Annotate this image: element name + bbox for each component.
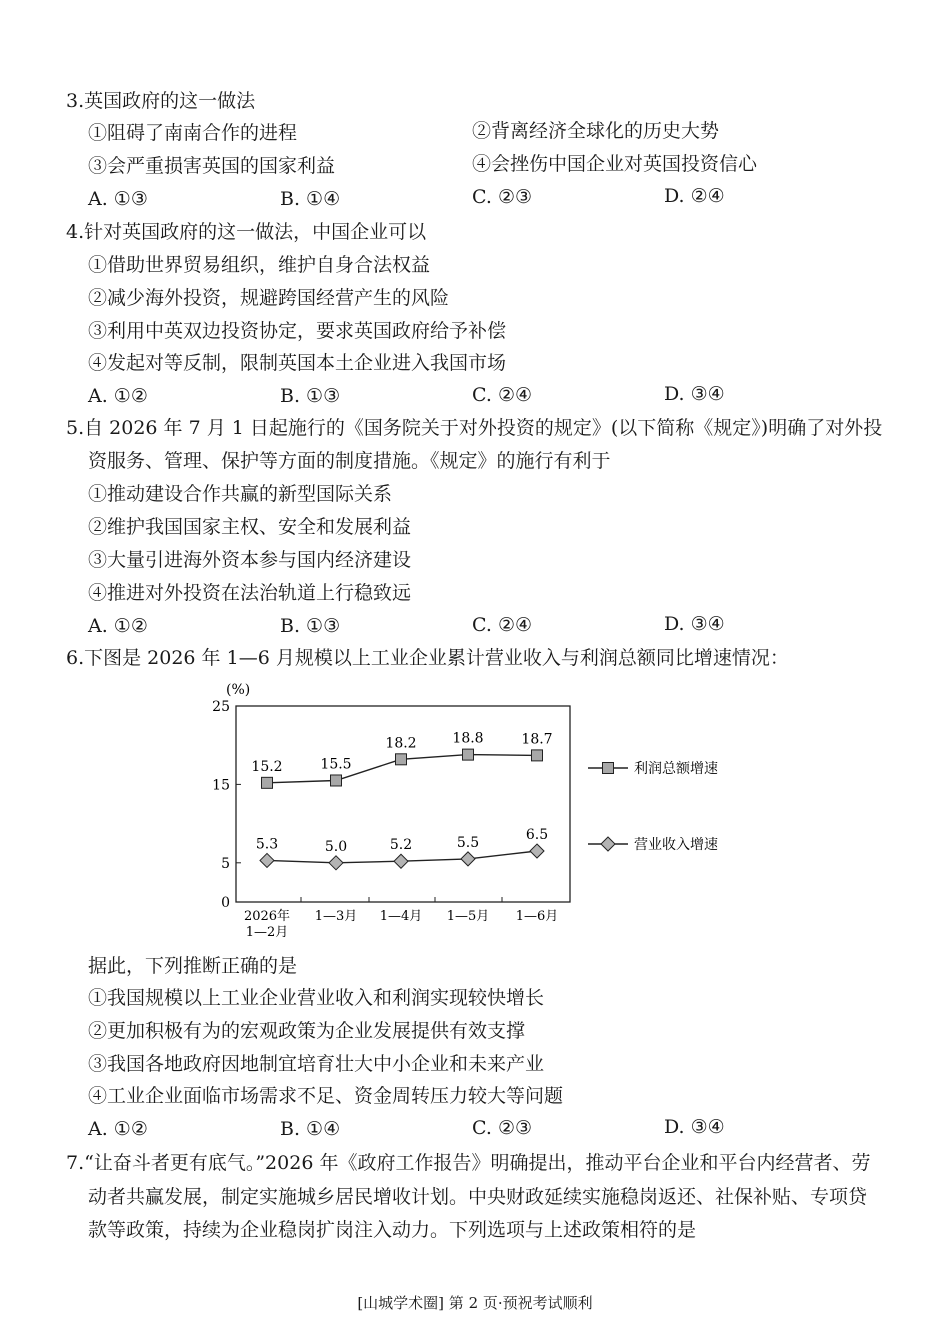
y-tick-label: 0 — [221, 895, 230, 911]
data-label: 18.2 — [385, 735, 417, 752]
q7-line1: 7.“让奋斗者更有底气。”2026 年《政府工作报告》明确提出，推动平台企业和平台内经营者、劳 — [66, 1152, 871, 1174]
q3-item-1: ①阻碍了南南合作的进程 — [88, 122, 298, 144]
q3-option-a: A. ①③ — [88, 188, 148, 210]
revenue-point — [530, 844, 544, 858]
y-axis-ticks — [212, 699, 241, 911]
q5-option-a: A. ①② — [88, 615, 148, 637]
q5-stem-line2: 资服务、管理、保护等方面的制度措施。《规定》的施行有利于 — [88, 450, 611, 472]
q7-line3: 款等政策，持续为企业稳岗扩岗注入动力。下列选项与上述政策相符的是 — [88, 1219, 697, 1241]
q5-option-c: C. ②④ — [472, 614, 533, 636]
q6-item-1: ①我国规模以上工业企业营业收入和利润实现较快增长 — [88, 987, 545, 1009]
q4-item-2: ②减少海外投资，规避跨国经营产生的风险 — [88, 287, 450, 309]
profit-point — [396, 754, 407, 765]
q6-item-3: ③我国各地政府因地制宜培育壮大中小企业和未来产业 — [88, 1053, 545, 1075]
legend-diamond-icon — [601, 837, 615, 851]
q5-item-1: ①推动建设合作共赢的新型国际关系 — [88, 483, 393, 505]
q3-item-4: ④会挫伤中国企业对英国投资信心 — [472, 153, 758, 175]
q6-option-b: B. ①④ — [280, 1118, 341, 1140]
q5-item-3: ③大量引进海外资本参与国内经济建设 — [88, 549, 412, 571]
data-label: 15.5 — [320, 756, 352, 773]
data-label: 5.3 — [255, 836, 279, 853]
x-axis-labels — [244, 897, 558, 940]
profit-point — [532, 750, 543, 761]
q3-item-3: ③会严重损害英国的国家利益 — [88, 155, 336, 177]
profit-point — [262, 777, 273, 788]
x-tick-label: 1—2月 — [245, 925, 289, 940]
q4-option-b: B. ①③ — [280, 385, 341, 407]
chart-legend — [588, 760, 718, 853]
q5-option-d: D. ③④ — [664, 613, 725, 635]
data-label: 5.5 — [456, 834, 480, 851]
q6-option-d: D. ③④ — [664, 1116, 725, 1138]
q5-item-2: ②维护我国国家主权、安全和发展利益 — [88, 516, 412, 538]
q6-item-2: ②更加积极有为的宏观政策为企业发展提供有效支撑 — [88, 1020, 526, 1042]
q3-stem: 3.英国政府的这一做法 — [66, 90, 256, 112]
revenue-point — [260, 853, 274, 867]
q6-option-a: A. ①② — [88, 1118, 148, 1140]
x-tick-label: 1—4月 — [379, 909, 423, 924]
x-tick-label: 1—3月 — [314, 909, 358, 924]
data-label: 15.2 — [251, 758, 283, 775]
q4-option-c: C. ②④ — [472, 384, 533, 406]
q4-option-d: D. ③④ — [664, 383, 725, 405]
page-footer: [山城学术圈] 第 2 页·预祝考试顺利 — [357, 1294, 593, 1312]
x-tick-label: 1—6月 — [515, 909, 559, 924]
revenue-point — [461, 852, 475, 866]
data-label: 18.8 — [452, 730, 484, 747]
profit-point — [331, 775, 342, 786]
q5-item-4: ④推进对外投资在法治轨道上行稳致远 — [88, 582, 412, 604]
profit-point — [463, 749, 474, 760]
data-label: 6.5 — [525, 827, 549, 844]
q6-item-4: ④工业企业面临市场需求不足、资金周转压力较大等问题 — [88, 1085, 564, 1107]
data-label: 5.2 — [389, 837, 413, 854]
q6-option-c: C. ②③ — [472, 1117, 533, 1139]
legend-label: 营业收入增速 — [634, 837, 718, 853]
y-unit-label: (%) — [226, 682, 251, 698]
q4-item-3: ③利用中英双边投资协定，要求英国政府给予补偿 — [88, 320, 507, 342]
y-tick-label: 25 — [212, 699, 230, 715]
x-tick-label: 2026年 — [243, 909, 291, 924]
q3-option-d: D. ②④ — [664, 185, 725, 207]
q4-item-4: ④发起对等反制，限制英国本土企业进入我国市场 — [88, 352, 507, 374]
q3-item-2: ②背离经济全球化的历史大势 — [472, 120, 720, 142]
y-tick-label: 15 — [212, 777, 230, 794]
data-label: 18.7 — [521, 731, 553, 748]
data-label: 5.0 — [324, 838, 348, 855]
x-tick-label: 1—5月 — [446, 909, 490, 924]
chart-series — [251, 731, 552, 870]
q3-option-c: C. ②③ — [472, 186, 533, 208]
q4-option-a: A. ①② — [88, 385, 148, 407]
q4-item-1: ①借助世界贸易组织，维护自身合法权益 — [88, 254, 431, 276]
revenue-point — [329, 856, 343, 870]
growth-line-chart — [200, 678, 740, 948]
q6-stem: 6.下图是 2026 年 1—6 月规模以上工业企业累计营业收入与利润总额同比增速情况： — [66, 647, 789, 669]
q5-option-b: B. ①③ — [280, 615, 341, 637]
q4-stem: 4.针对英国政府的这一做法，中国企业可以 — [66, 221, 427, 243]
legend-label: 利润总额增速 — [634, 761, 718, 777]
q3-option-b: B. ①④ — [280, 188, 341, 210]
q5-stem-line1: 5.自 2026 年 7 月 1 日起施行的《国务院关于对外投资的规定》(以下简称《规定》)明确了对外投 — [66, 417, 883, 439]
q7-line2: 动者共赢发展，制定实施城乡居民增收计划。中央财政延续实施稳岗返还、社保补贴、专项贷 — [88, 1186, 868, 1208]
revenue-point — [394, 854, 408, 868]
q6-after: 据此，下列推断正确的是 — [88, 955, 298, 977]
legend-square-icon — [603, 763, 614, 774]
y-tick-label: 5 — [221, 855, 230, 872]
